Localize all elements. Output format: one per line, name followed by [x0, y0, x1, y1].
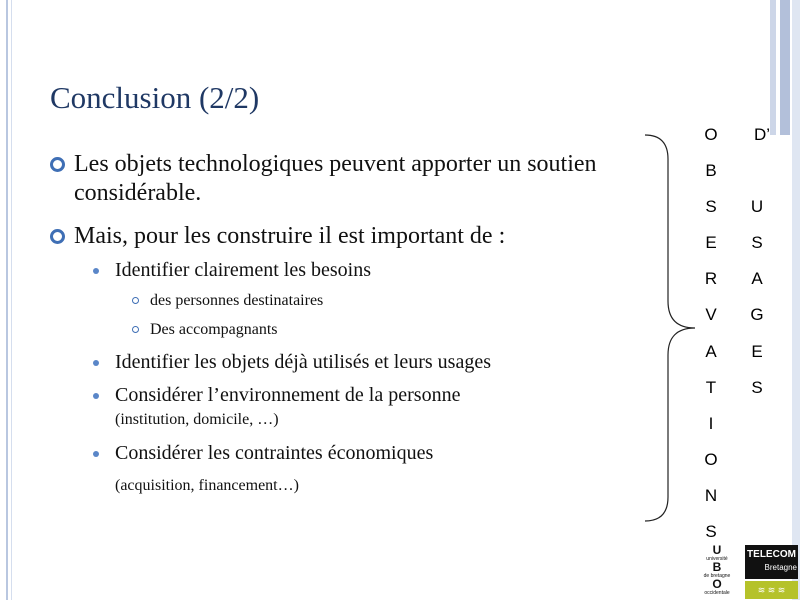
bullet-text: Les objets technologiques peuvent apporter un soutien considérable.: [74, 151, 597, 206]
side-letter: G: [750, 305, 764, 324]
side-letter: T: [705, 378, 717, 397]
bullet-technological-objects: [50, 150, 650, 208]
side-letter: B: [705, 161, 717, 180]
right-decor-strip: [792, 0, 800, 600]
telecom-logo-block: [745, 545, 798, 579]
telecom-logo-strip: ≋ ≋ ≋: [745, 581, 798, 599]
logo-caption: de bretagne: [703, 573, 731, 579]
bullet-text: Mais, pour les construire il est important de :: [74, 223, 506, 249]
dot-bullet-icon: [93, 451, 99, 457]
side-letter: U: [750, 197, 764, 216]
side-letter: D’: [753, 125, 771, 144]
side-letter: S: [751, 378, 763, 397]
dot-bullet-icon: [93, 268, 99, 274]
side-letter: V: [705, 305, 717, 324]
slide-title: Conclusion (2/2): [50, 80, 260, 115]
sub-bullet-text: Considérer les contraintes économiques: [115, 442, 434, 464]
right-decor-bar-dark: [780, 0, 790, 135]
side-letter: E: [705, 233, 717, 252]
bullet-important-to: [50, 222, 650, 251]
left-decor-line: [6, 0, 8, 600]
telecom-logo-name: TELECOM: [747, 549, 796, 560]
side-letter: I: [708, 414, 714, 433]
sub-bullet-economic: [93, 441, 633, 497]
telecom-bretagne-logo: [745, 545, 798, 599]
sub-bullet-note: (acquisition, financement…): [115, 477, 299, 494]
sub-bullet-text: Considérer l’environnement de la personne: [115, 384, 461, 406]
logo-letter: O: [712, 577, 722, 591]
telecom-logo-sub: Bretagne: [764, 563, 797, 572]
side-letter: S: [705, 197, 717, 216]
sub-bullet-text: Identifier les objets déjà utilisés et leurs usages: [115, 351, 492, 373]
sub-sub-bullet-text: Des accompagnants: [150, 321, 278, 338]
small-ring-bullet-icon: [132, 297, 139, 304]
sub-sub-bullet-recipients: [132, 291, 323, 311]
ring-bullet-icon: [50, 157, 65, 172]
side-letter: A: [751, 269, 763, 288]
sub-sub-bullet-text: des personnes destinataires: [150, 292, 324, 309]
logo-letter: U: [712, 543, 722, 557]
dot-bullet-icon: [93, 360, 99, 366]
dot-bullet-icon: [93, 393, 99, 399]
side-letter: O: [704, 125, 718, 144]
sub-sub-bullet-companions: [132, 320, 278, 340]
sub-bullet-note: (institution, domicile, …): [115, 411, 279, 428]
sub-bullet-identify-objects: [93, 350, 633, 374]
side-letter: S: [705, 522, 717, 541]
right-decor-bar: [770, 0, 776, 135]
sub-bullet-environment: [93, 383, 633, 431]
sub-bullet-text: Identifier clairement les besoins: [115, 259, 372, 281]
ring-bullet-icon: [50, 229, 65, 244]
logo-caption: université: [706, 556, 728, 562]
sub-bullet-identify-needs: [93, 258, 633, 282]
curly-brace-icon: [640, 133, 700, 523]
logo-caption: occidentale: [704, 590, 730, 596]
university-logo: [701, 545, 733, 599]
logo-letter: B: [712, 560, 722, 574]
small-ring-bullet-icon: [132, 326, 139, 333]
side-letter: O: [704, 450, 718, 469]
side-letter: R: [704, 269, 718, 288]
side-letter: A: [705, 342, 717, 361]
side-letter: N: [704, 486, 718, 505]
left-decor-line-thin: [11, 0, 12, 600]
side-letter: E: [751, 342, 763, 361]
side-letter: S: [751, 233, 763, 252]
